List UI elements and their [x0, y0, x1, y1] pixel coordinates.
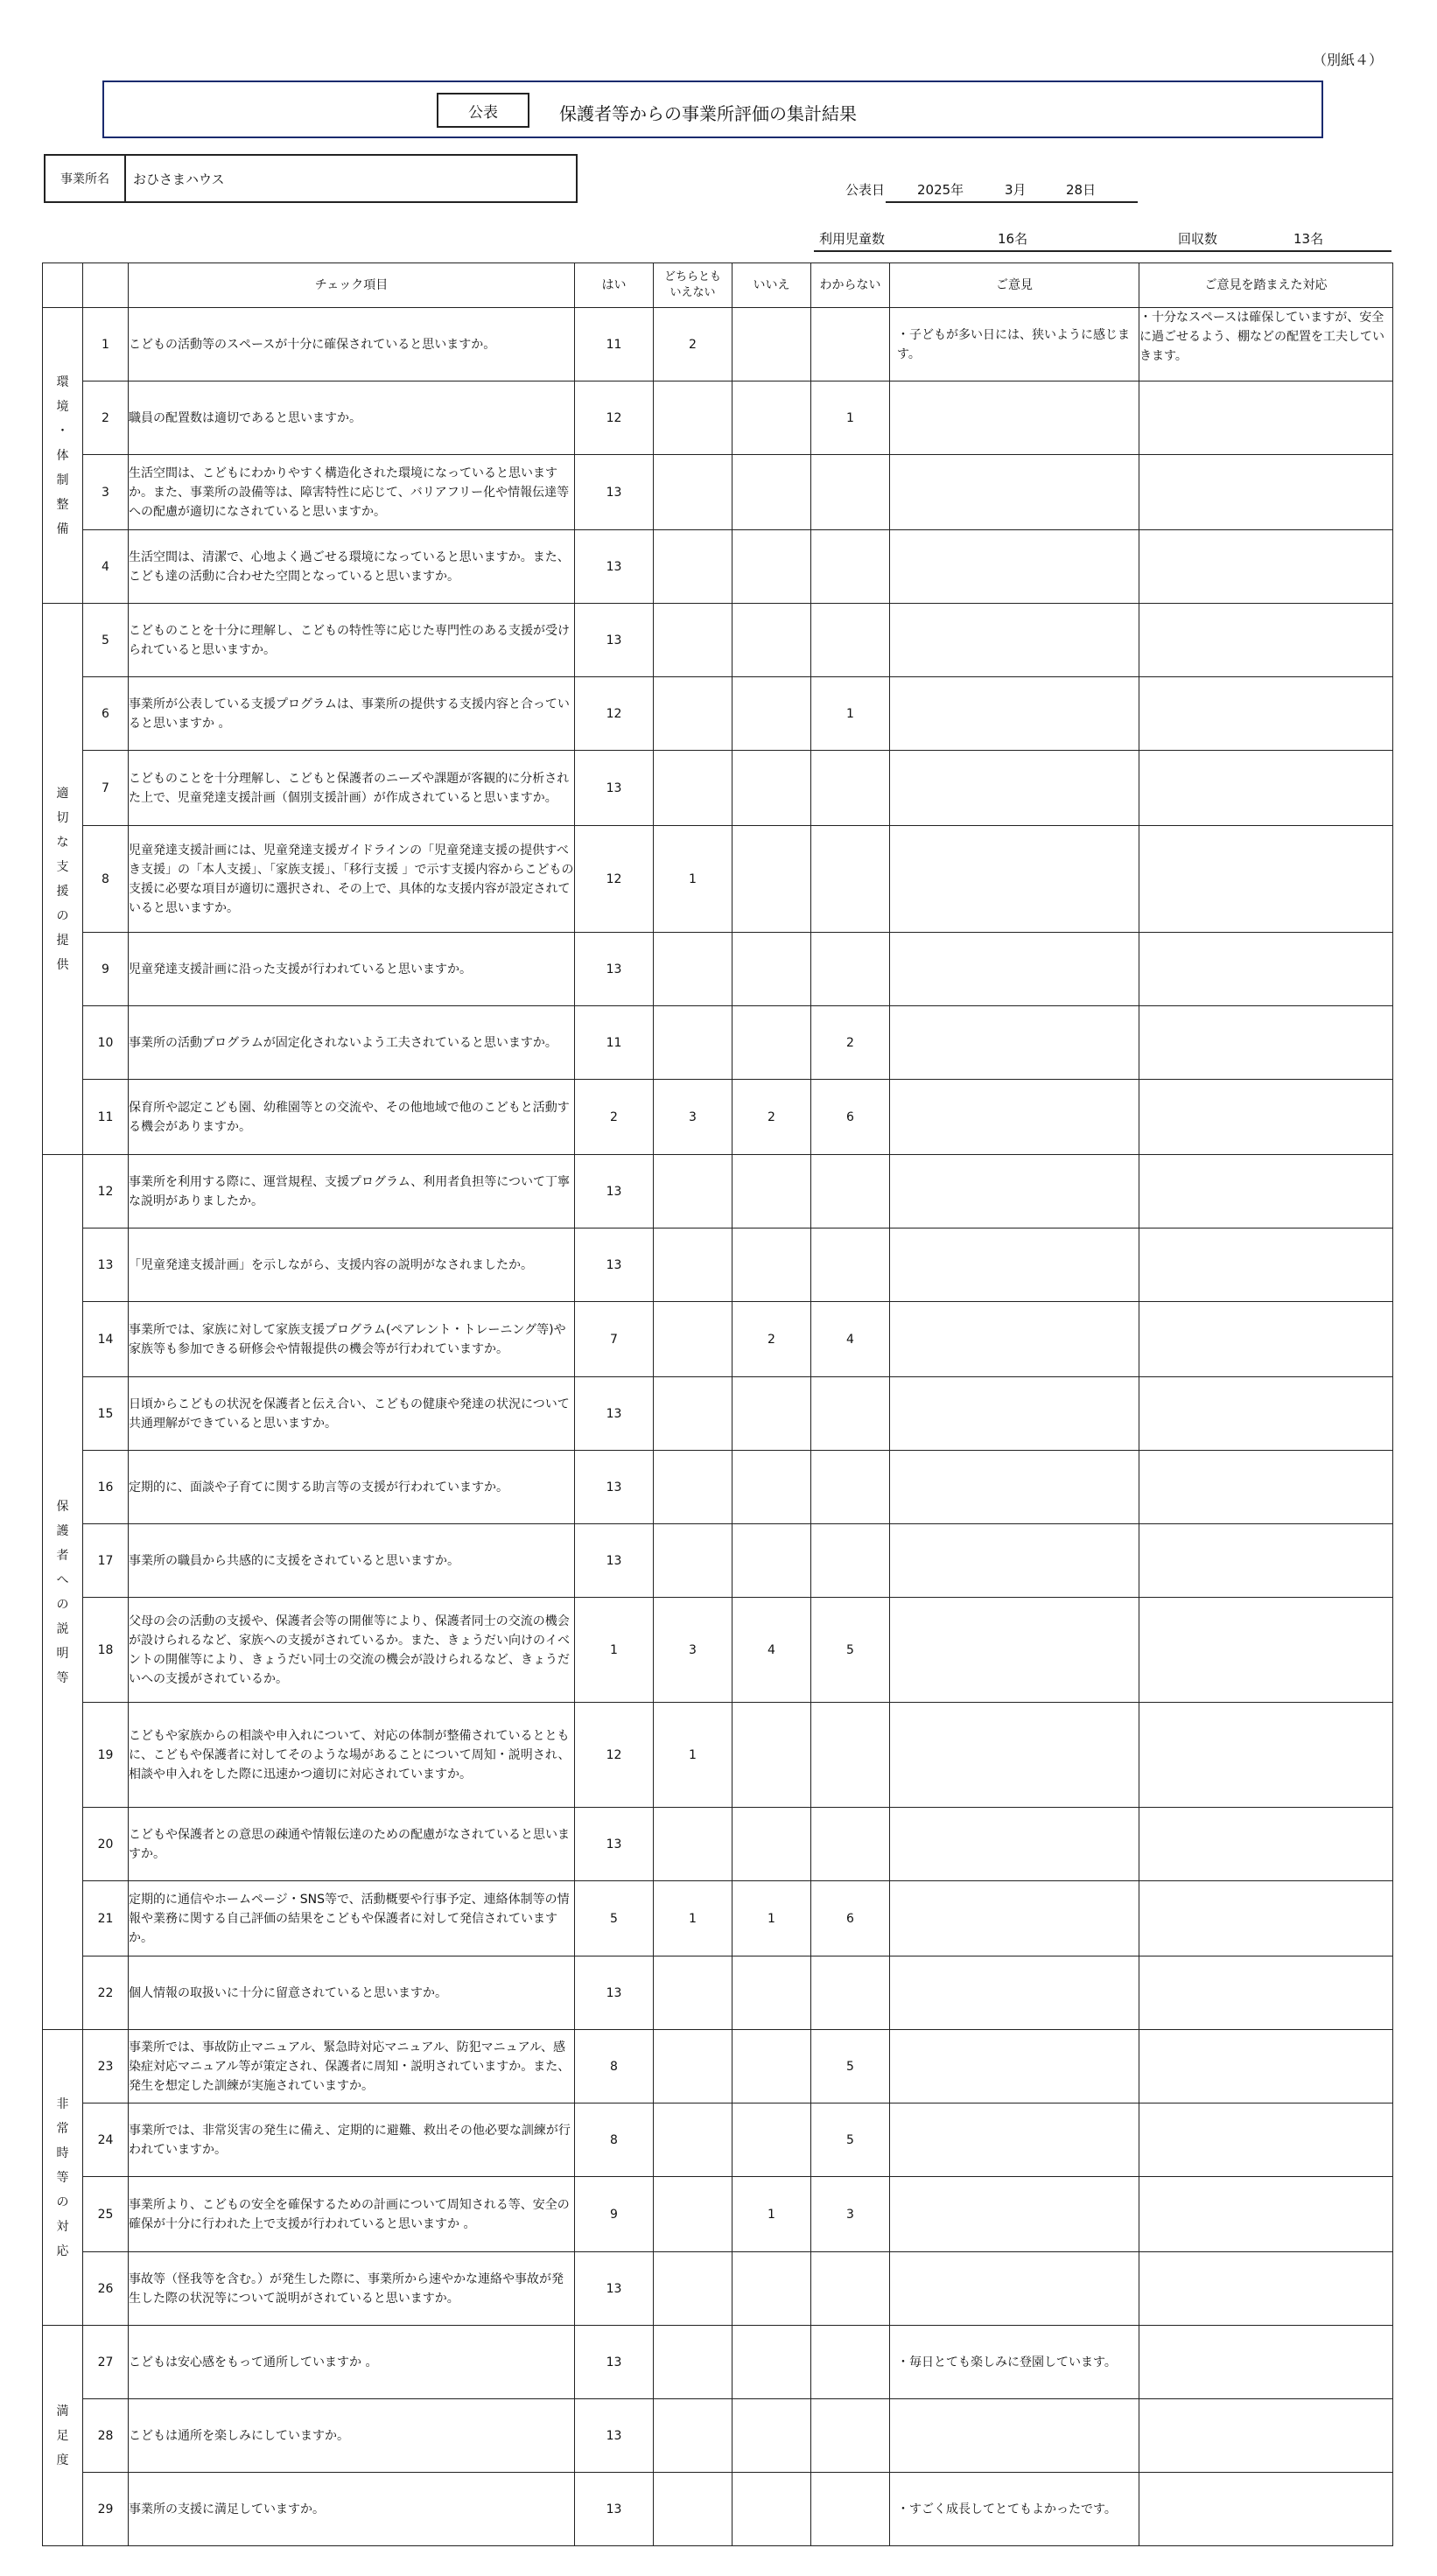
- evaluation-table: [42, 262, 1393, 2546]
- annex-label: （別紙４）: [1313, 52, 1384, 68]
- table-row: [43, 1377, 1393, 1451]
- neither-count: [654, 382, 733, 455]
- table-row: [43, 1881, 1393, 1956]
- yes-count: 12: [575, 677, 654, 751]
- opinion-cell: [890, 2399, 1139, 2473]
- response-cell: [1139, 933, 1393, 1006]
- unknown-count: [811, 2252, 890, 2326]
- no-count: [733, 2030, 811, 2104]
- header-neither: どちらとも いえない: [654, 263, 733, 308]
- publication-month: 3月: [1005, 182, 1027, 198]
- page-title: 保護者等からの事業所評価の集計結果: [559, 103, 857, 124]
- yes-count: 13: [575, 1451, 654, 1524]
- yes-count: 7: [575, 1302, 654, 1377]
- response-cell: [1139, 1228, 1393, 1302]
- no-count: [733, 751, 811, 826]
- table-row: [43, 2473, 1393, 2546]
- item-number: 28: [83, 2399, 129, 2473]
- table-row: [43, 604, 1393, 677]
- table-row: [43, 308, 1393, 382]
- yes-count: 5: [575, 1881, 654, 1956]
- item-number: 9: [83, 933, 129, 1006]
- opinion-cell: [890, 1524, 1139, 1598]
- table-row: [43, 2177, 1393, 2252]
- publication-year: 2025年: [917, 182, 964, 198]
- unknown-count: [811, 530, 890, 604]
- yes-count: 13: [575, 2473, 654, 2546]
- response-cell: [1139, 530, 1393, 604]
- response-cell: [1139, 1524, 1393, 1598]
- opinion-cell: [890, 530, 1139, 604]
- yes-count: 13: [575, 604, 654, 677]
- opinion-cell: [890, 1006, 1139, 1080]
- category-label: 保 護 者 へ の 説 明 等: [43, 1155, 83, 2030]
- yes-count: 13: [575, 1155, 654, 1228]
- yes-count: 8: [575, 2104, 654, 2177]
- item-number: 7: [83, 751, 129, 826]
- table-row: [43, 1006, 1393, 1080]
- item-number: 22: [83, 1956, 129, 2030]
- no-count: [733, 1006, 811, 1080]
- check-item-text: 事業所では、家族に対して家族支援プログラム(ペアレント・トレーニング等)や家族等も参加できる研修会や情報提供の機会等が行われていますか。: [129, 1302, 575, 1377]
- table-row: [43, 1080, 1393, 1155]
- response-cell: [1139, 1006, 1393, 1080]
- check-item-text: 事業所が公表している支援プログラムは、事業所の提供する支援内容と合っていると思いますか 。: [129, 677, 575, 751]
- opinion-cell: [890, 751, 1139, 826]
- no-count: [733, 1703, 811, 1808]
- response-cell: [1139, 1377, 1393, 1451]
- neither-count: [654, 1808, 733, 1881]
- item-number: 20: [83, 1808, 129, 1881]
- neither-count: [654, 455, 733, 530]
- opinion-cell: [890, 1377, 1139, 1451]
- response-cell: [1139, 826, 1393, 933]
- item-number: 19: [83, 1703, 129, 1808]
- response-cell: [1139, 1881, 1393, 1956]
- unknown-count: [811, 1956, 890, 2030]
- no-count: [733, 530, 811, 604]
- opinion-cell: [890, 1956, 1139, 2030]
- neither-count: [654, 2252, 733, 2326]
- unknown-count: [811, 1524, 890, 1598]
- response-cell: [1139, 2252, 1393, 2326]
- opinion-cell: [890, 1881, 1139, 1956]
- no-count: [733, 1451, 811, 1524]
- no-count: [733, 1377, 811, 1451]
- item-number: 12: [83, 1155, 129, 1228]
- unknown-count: 1: [811, 382, 890, 455]
- neither-count: [654, 1956, 733, 2030]
- check-item-text: 定期的に、面談や子育てに関する助言等の支援が行われていますか。: [129, 1451, 575, 1524]
- response-cell: [1139, 455, 1393, 530]
- yes-count: 13: [575, 2252, 654, 2326]
- item-number: 27: [83, 2326, 129, 2399]
- item-number: 1: [83, 308, 129, 382]
- no-count: [733, 2399, 811, 2473]
- response-cell: ・十分なスペースは確保していますが、安全に過ごせるよう、棚などの配置を工夫していきます。: [1139, 308, 1393, 382]
- item-number: 3: [83, 455, 129, 530]
- table-row: [43, 1598, 1393, 1703]
- check-item-text: 事業所では、非常災害の発生に備え、定期的に避難、救出その他必要な訓練が行われていますか。: [129, 2104, 575, 2177]
- response-cell: [1139, 1808, 1393, 1881]
- no-count: 2: [733, 1302, 811, 1377]
- unknown-count: 1: [811, 677, 890, 751]
- opinion-cell: [890, 677, 1139, 751]
- neither-count: [654, 933, 733, 1006]
- neither-count: 1: [654, 826, 733, 933]
- opinion-cell: [890, 1451, 1139, 1524]
- header-row: [43, 263, 1393, 308]
- category-label: 環 境 ・ 体 制 整 備: [43, 308, 83, 604]
- response-cell: [1139, 1302, 1393, 1377]
- response-cell: [1139, 1451, 1393, 1524]
- yes-count: 13: [575, 933, 654, 1006]
- yes-count: 13: [575, 1228, 654, 1302]
- neither-count: 3: [654, 1080, 733, 1155]
- unknown-count: 3: [811, 2177, 890, 2252]
- neither-count: [654, 1377, 733, 1451]
- check-item-text: 児童発達支援計画には、児童発達支援ガイドラインの「児童発達支援の提供すべき支援」の「本人支援」、「家族支援」、「移行支援 」で示す支援内容からこどもの支援に必要な項目が適切に選択され、その上で、具体的な支援内容が設定されていると思いますか。: [129, 826, 575, 933]
- item-number: 17: [83, 1524, 129, 1598]
- unknown-count: [811, 751, 890, 826]
- response-cell: [1139, 382, 1393, 455]
- opinion-cell: [890, 1155, 1139, 1228]
- item-number: 11: [83, 1080, 129, 1155]
- unknown-count: 5: [811, 2104, 890, 2177]
- response-cell: [1139, 1703, 1393, 1808]
- item-number: 4: [83, 530, 129, 604]
- check-item-text: 事業所の活動プログラムが固定化されないよう工夫されていると思いますか。: [129, 1006, 575, 1080]
- opinion-cell: [890, 2030, 1139, 2104]
- public-label: 公表: [437, 93, 529, 128]
- office-box: [44, 154, 578, 203]
- response-cell: [1139, 604, 1393, 677]
- response-cell: [1139, 1155, 1393, 1228]
- check-item-text: 「児童発達支援計画」を示しながら、支援内容の説明がなされましたか。: [129, 1228, 575, 1302]
- no-count: [733, 1524, 811, 1598]
- item-number: 16: [83, 1451, 129, 1524]
- neither-count: [654, 2326, 733, 2399]
- unknown-count: [811, 1155, 890, 1228]
- header-number: [83, 263, 129, 308]
- neither-count: [654, 604, 733, 677]
- item-number: 24: [83, 2104, 129, 2177]
- response-cell: [1139, 1956, 1393, 2030]
- no-count: [733, 2104, 811, 2177]
- neither-count: [654, 2104, 733, 2177]
- users-value: 16名: [998, 231, 1028, 247]
- unknown-count: 2: [811, 1006, 890, 1080]
- table-row: [43, 1155, 1393, 1228]
- no-count: [733, 604, 811, 677]
- check-item-text: こどものことを十分理解し、こどもと保護者のニーズや課題が客観的に分析された上で、児童発達支援計画（個別支援計画）が作成されていると思いますか。: [129, 751, 575, 826]
- opinion-cell: [890, 2104, 1139, 2177]
- yes-count: 13: [575, 2399, 654, 2473]
- check-item-text: こどもや保護者との意思の疎通や情報伝達のための配慮がなされていると思いますか。: [129, 1808, 575, 1881]
- no-count: [733, 933, 811, 1006]
- neither-count: [654, 751, 733, 826]
- no-count: 1: [733, 1881, 811, 1956]
- unknown-count: [811, 308, 890, 382]
- opinion-cell: [890, 382, 1139, 455]
- neither-count: 2: [654, 308, 733, 382]
- header-opinion: ご意見: [890, 263, 1139, 308]
- yes-count: 13: [575, 1377, 654, 1451]
- item-number: 26: [83, 2252, 129, 2326]
- table-row: [43, 2030, 1393, 2104]
- yes-count: 8: [575, 2030, 654, 2104]
- responses-value: 13名: [1293, 231, 1324, 247]
- table-row: [43, 751, 1393, 826]
- title-box: [102, 80, 1323, 138]
- table-row: [43, 1956, 1393, 2030]
- no-count: [733, 826, 811, 933]
- check-item-text: 保育所や認定こども園、幼稚園等との交流や、その他地域で他のこどもと活動する機会がありますか。: [129, 1080, 575, 1155]
- opinion-cell: [890, 1302, 1139, 1377]
- no-count: 4: [733, 1598, 811, 1703]
- unknown-count: [811, 826, 890, 933]
- yes-count: 13: [575, 1524, 654, 1598]
- yes-count: 2: [575, 1080, 654, 1155]
- yes-count: 13: [575, 751, 654, 826]
- unknown-count: [811, 1703, 890, 1808]
- item-number: 10: [83, 1006, 129, 1080]
- unknown-count: [811, 1228, 890, 1302]
- response-cell: [1139, 2030, 1393, 2104]
- unknown-count: [811, 604, 890, 677]
- publication-label: 公表日: [845, 182, 886, 198]
- neither-count: [654, 1228, 733, 1302]
- no-count: 2: [733, 1080, 811, 1155]
- unknown-count: [811, 2326, 890, 2399]
- office-label: 事業所名: [46, 156, 126, 201]
- neither-count: [654, 2177, 733, 2252]
- opinion-cell: ・毎日とても楽しみに登園しています。: [890, 2326, 1139, 2399]
- yes-count: 9: [575, 2177, 654, 2252]
- table-row: [43, 2104, 1393, 2177]
- table-row: [43, 382, 1393, 455]
- opinion-cell: [890, 2252, 1139, 2326]
- item-number: 5: [83, 604, 129, 677]
- yes-count: 13: [575, 1808, 654, 1881]
- response-cell: [1139, 1598, 1393, 1703]
- response-cell: [1139, 2326, 1393, 2399]
- unknown-count: [811, 1451, 890, 1524]
- check-item-text: 日頃からこどもの状況を保護者と伝え合い、こどもの健康や発達の状況について共通理解ができていると思いますか。: [129, 1377, 575, 1451]
- item-number: 29: [83, 2473, 129, 2546]
- table-row: [43, 933, 1393, 1006]
- table-row: [43, 1228, 1393, 1302]
- neither-count: [654, 1006, 733, 1080]
- category-label: 満 足 度: [43, 2326, 83, 2546]
- table-row: [43, 1808, 1393, 1881]
- check-item-text: こどもは通所を楽しみにしていますか。: [129, 2399, 575, 2473]
- table-row: [43, 826, 1393, 933]
- neither-count: 3: [654, 1598, 733, 1703]
- no-count: [733, 2473, 811, 2546]
- table-row: [43, 677, 1393, 751]
- no-count: [733, 308, 811, 382]
- opinion-cell: [890, 604, 1139, 677]
- response-cell: [1139, 2104, 1393, 2177]
- item-number: 18: [83, 1598, 129, 1703]
- unknown-count: [811, 933, 890, 1006]
- yes-count: 13: [575, 2326, 654, 2399]
- opinion-cell: [890, 826, 1139, 933]
- header-check-item: チェック項目: [129, 263, 575, 308]
- unknown-count: 6: [811, 1080, 890, 1155]
- check-item-text: こどもの活動等のスペースが十分に確保されていると思いますか。: [129, 308, 575, 382]
- check-item-text: 職員の配置数は適切であると思いますか。: [129, 382, 575, 455]
- no-count: [733, 2252, 811, 2326]
- publication-day: 28日: [1066, 182, 1097, 198]
- unknown-count: [811, 455, 890, 530]
- neither-count: [654, 2030, 733, 2104]
- unknown-count: [811, 1377, 890, 1451]
- unknown-count: [811, 2399, 890, 2473]
- yes-count: 11: [575, 308, 654, 382]
- table-row: [43, 1524, 1393, 1598]
- no-count: [733, 677, 811, 751]
- table-row: [43, 1302, 1393, 1377]
- check-item-text: 事業所では、事故防止マニュアル、緊急時対応マニュアル、防犯マニュアル、感染症対応マニュアル等が策定され、保護者に周知・説明されていますか。また、発生を想定した訓練が実施されていますか。: [129, 2030, 575, 2104]
- check-item-text: 定期的に通信やホームページ・SNS等で、活動概要や行事予定、連絡体制等の情報や業務に関する自己評価の結果をこどもや保護者に対して発信されていますか。: [129, 1881, 575, 1956]
- neither-count: [654, 530, 733, 604]
- neither-count: 1: [654, 1881, 733, 1956]
- no-count: [733, 1956, 811, 2030]
- check-item-text: こどもは安心感をもって通所していますか 。: [129, 2326, 575, 2399]
- item-number: 6: [83, 677, 129, 751]
- check-item-text: 父母の会の活動の支援や、保護者会等の開催等により、保護者同士の交流の機会が設けられるなど、家族への支援がされているか。また、きょうだい向けのイベントの開催等により、きょうだい同士の交流の機会が設けられるなど、きょうだいへの支援がされているか。: [129, 1598, 575, 1703]
- yes-count: 12: [575, 382, 654, 455]
- check-item-text: 事業所より、こどもの安全を確保するための計画について周知される等、安全の確保が十分に行われた上で支援が行われていると思いますか 。: [129, 2177, 575, 2252]
- item-number: 8: [83, 826, 129, 933]
- item-number: 13: [83, 1228, 129, 1302]
- no-count: [733, 1808, 811, 1881]
- opinion-cell: [890, 1080, 1139, 1155]
- response-cell: [1139, 677, 1393, 751]
- item-number: 15: [83, 1377, 129, 1451]
- neither-count: [654, 1302, 733, 1377]
- header-yes: はい: [575, 263, 654, 308]
- opinion-cell: ・子どもが多い日には、狭いように感じます。: [890, 308, 1139, 382]
- check-item-text: 事業所の支援に満足していますか。: [129, 2473, 575, 2546]
- table-row: [43, 1703, 1393, 1808]
- neither-count: [654, 2473, 733, 2546]
- yes-count: 12: [575, 826, 654, 933]
- publication-underline: [886, 201, 1138, 203]
- check-item-text: 児童発達支援計画に沿った支援が行われていると思いますか。: [129, 933, 575, 1006]
- check-item-text: 生活空間は、こどもにわかりやすく構造化された環境になっていると思いますか。また、事業所の設備等は、障害特性に応じて、バリアフリー化や情報伝達等への配慮が適切になされていると思いますか。: [129, 455, 575, 530]
- check-item-text: 事業所の職員から共感的に支援をされていると思いますか。: [129, 1524, 575, 1598]
- item-number: 14: [83, 1302, 129, 1377]
- neither-count: 1: [654, 1703, 733, 1808]
- opinion-cell: [890, 1808, 1139, 1881]
- response-cell: [1139, 2399, 1393, 2473]
- opinion-cell: ・すごく成長してとてもよかったです。: [890, 2473, 1139, 2546]
- header-response: ご意見を踏まえた対応: [1139, 263, 1393, 308]
- no-count: 1: [733, 2177, 811, 2252]
- opinion-cell: [890, 2177, 1139, 2252]
- yes-count: 13: [575, 455, 654, 530]
- no-count: [733, 1228, 811, 1302]
- opinion-cell: [890, 1598, 1139, 1703]
- header-unknown: わからない: [811, 263, 890, 308]
- item-number: 2: [83, 382, 129, 455]
- table-row: [43, 2326, 1393, 2399]
- check-item-text: こどものことを十分に理解し、こどもの特性等に応じた専門性のある支援が受けられていると思いますか。: [129, 604, 575, 677]
- unknown-count: [811, 1808, 890, 1881]
- item-number: 23: [83, 2030, 129, 2104]
- header-no: いいえ: [733, 263, 811, 308]
- table-body: [43, 308, 1393, 2546]
- responses-label: 回収数: [1178, 231, 1218, 247]
- opinion-cell: [890, 933, 1139, 1006]
- neither-count: [654, 1451, 733, 1524]
- unknown-count: [811, 2473, 890, 2546]
- users-label: 利用児童数: [819, 231, 886, 247]
- item-number: 25: [83, 2177, 129, 2252]
- yes-count: 11: [575, 1006, 654, 1080]
- category-label: 非 常 時 等 の 対 応: [43, 2030, 83, 2326]
- no-count: [733, 2326, 811, 2399]
- no-count: [733, 1155, 811, 1228]
- response-cell: [1139, 2177, 1393, 2252]
- response-cell: [1139, 751, 1393, 826]
- yes-count: 1: [575, 1598, 654, 1703]
- neither-count: [654, 677, 733, 751]
- unknown-count: 5: [811, 1598, 890, 1703]
- unknown-count: 5: [811, 2030, 890, 2104]
- unknown-count: 4: [811, 1302, 890, 1377]
- neither-count: [654, 2399, 733, 2473]
- header-category: [43, 263, 83, 308]
- check-item-text: こどもや家族からの相談や申入れについて、対応の体制が整備されているとともに、こどもや保護者に対してそのような場があることについて周知・説明され、相談や申入れをした際に迅速かつ適切に対応されていますか。: [129, 1703, 575, 1808]
- table-row: [43, 1451, 1393, 1524]
- opinion-cell: [890, 455, 1139, 530]
- no-count: [733, 382, 811, 455]
- opinion-cell: [890, 1703, 1139, 1808]
- yes-count: 13: [575, 1956, 654, 2030]
- category-label: 適 切 な 支 援 の 提 供: [43, 604, 83, 1155]
- yes-count: 12: [575, 1703, 654, 1808]
- item-number: 21: [83, 1881, 129, 1956]
- no-count: [733, 455, 811, 530]
- table-row: [43, 2399, 1393, 2473]
- yes-count: 13: [575, 530, 654, 604]
- table-row: [43, 455, 1393, 530]
- neither-count: [654, 1155, 733, 1228]
- check-item-text: 個人情報の取扱いに十分に留意されていると思いますか。: [129, 1956, 575, 2030]
- response-cell: [1139, 1080, 1393, 1155]
- response-cell: [1139, 2473, 1393, 2546]
- opinion-cell: [890, 1228, 1139, 1302]
- table-row: [43, 530, 1393, 604]
- check-item-text: 生活空間は、清潔で、心地よく過ごせる環境になっていると思いますか。また、こども達の活動に合わせた空間となっていると思いますか。: [129, 530, 575, 604]
- unknown-count: 6: [811, 1881, 890, 1956]
- check-item-text: 事業所を利用する際に、運営規程、支援プログラム、利用者負担等について丁寧な説明がありましたか。: [129, 1155, 575, 1228]
- office-name: おひさまハウス: [133, 171, 225, 187]
- table-row: [43, 2252, 1393, 2326]
- stats-underline: [814, 250, 1391, 252]
- check-item-text: 事故等（怪我等を含む。）が発生した際に、事業所から速やかな連絡や事故が発生した際の状況等について説明がされていると思いますか。: [129, 2252, 575, 2326]
- neither-count: [654, 1524, 733, 1598]
